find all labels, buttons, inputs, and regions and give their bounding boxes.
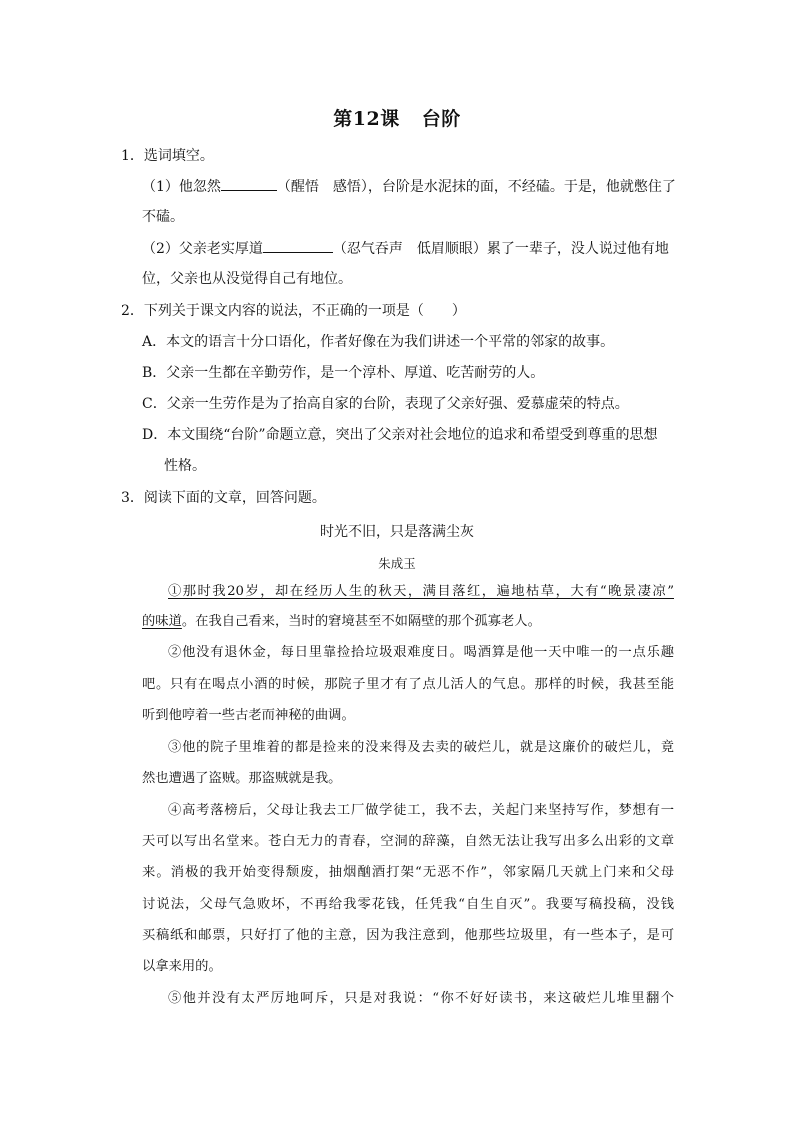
question-1-item-2 xyxy=(142,238,669,259)
item-2-text-after: （忍气吞声 低眉顺眼）累了一辈子，没人说过他有地 xyxy=(332,241,669,257)
answer-blank-2[interactable] xyxy=(263,238,333,253)
question-1-item-1-cont: 不磕。 xyxy=(142,209,184,225)
question-2-stem: 2．下列关于课文内容的说法，不正确的一项是（ ） xyxy=(121,303,466,319)
item-2-text-before: （2）父亲老实厚道 xyxy=(142,241,263,257)
item-1-text-after: （醒悟 感悟），台阶是水泥抹的面，不经磕。于是，他就憋住了 xyxy=(276,179,676,195)
paragraph-3-line-1: ③他的院子里堆着的都是捡来的没来得及去卖的破烂儿，就是这廉价的破烂儿，竟 xyxy=(168,740,674,755)
passage-author: 朱成玉 xyxy=(378,556,416,571)
paragraph-4-line-3: 来。消极的我开始变得颓废，抽烟酗酒打架“无恶不作”，邻家隔几天就上门来和父母 xyxy=(142,865,674,880)
paragraph-4-line-2: 天可以写出名堂来。苍白无力的青春，空洞的辞藻，自然无法让我写出多么出彩的文章 xyxy=(142,834,674,849)
paragraph-1-line-1: ①那时我20岁，却在经历人生的秋天，满目落红，遍地枯草，大有“晚景凄凉” xyxy=(168,584,674,599)
page-title xyxy=(0,104,794,131)
paragraph-4-line-5: 买稿纸和邮票，只好打了他的主意，因为我注意到，他那些垃圾里，有一些本子，是可 xyxy=(142,928,674,943)
option-d[interactable]: D．本文围绕“台阶”命题立意，突出了父亲对社会地位的追求和希望受到尊重的思想 xyxy=(142,427,658,443)
question-1-item-2-cont: 位，父亲也从没觉得自己有地位。 xyxy=(142,271,352,287)
answer-blank-1[interactable] xyxy=(221,176,277,191)
option-b[interactable]: B．父亲一生都在辛勤劳作，是一个淳朴、厚道、吃苦耐劳的人。 xyxy=(142,365,545,381)
item-1-text-before: （1）他忽然 xyxy=(142,179,221,195)
paragraph-3-line-2: 然也遭遇了盗贼。那盗贼就是我。 xyxy=(142,771,342,786)
paragraph-4-line-1: ④高考落榜后，父母让我去工厂做学徒工，我不去，关起门来坚持写作，梦想有一 xyxy=(168,803,674,818)
paragraph-4-line-6: 以拿来用的。 xyxy=(142,959,222,974)
passage-title: 时光不旧，只是落满尘灰 xyxy=(320,524,474,540)
paragraph-2-line-2: 吧。只有在喝点小酒的时候，那院子里才有了点儿活人的气息。那样的时候，我甚至能 xyxy=(142,677,674,692)
lesson-number: 第12课 xyxy=(333,108,400,130)
lesson-title: 台阶 xyxy=(421,108,461,130)
paragraph-5-line-1: ⑤他并没有太严厉地呵斥，只是对我说：“你不好好读书，来这破烂儿堆里翻个 xyxy=(168,991,674,1006)
paragraph-2-line-3: 听到他哼着一些古老而神秘的曲调。 xyxy=(142,708,355,723)
question-1-item-1 xyxy=(142,176,676,197)
underlined-phrase: 的味道 xyxy=(142,614,182,629)
paragraph-2-line-1: ②他没有退休金，每日里靠捡拾垃圾艰难度日。喝酒算是他一天中唯一的一点乐趣 xyxy=(168,645,674,660)
question-3-stem: 3．阅读下面的文章，回答问题。 xyxy=(121,490,326,506)
paragraph-1-line-2 xyxy=(142,612,674,632)
option-c[interactable]: C．父亲一生劳作是为了抬高自家的台阶，表现了父亲好强、爱慕虚荣的特点。 xyxy=(142,396,629,412)
option-d-cont: 性格。 xyxy=(164,458,206,474)
question-1-stem: 1．选词填空。 xyxy=(121,148,214,164)
option-a[interactable]: A．本文的语言十分口语化，作者好像在为我们讲述一个平常的邻家的故事。 xyxy=(142,334,615,350)
paragraph-1-line-2-rest: 。在我自己看来，当时的窘境甚至不如隔壁的那个孤寡老人。 xyxy=(181,614,541,629)
paragraph-4-line-4: 讨说法，父母气急败坏，不再给我零花钱，任凭我“自生自灭”。我要写稿投稿，没钱 xyxy=(142,897,674,912)
